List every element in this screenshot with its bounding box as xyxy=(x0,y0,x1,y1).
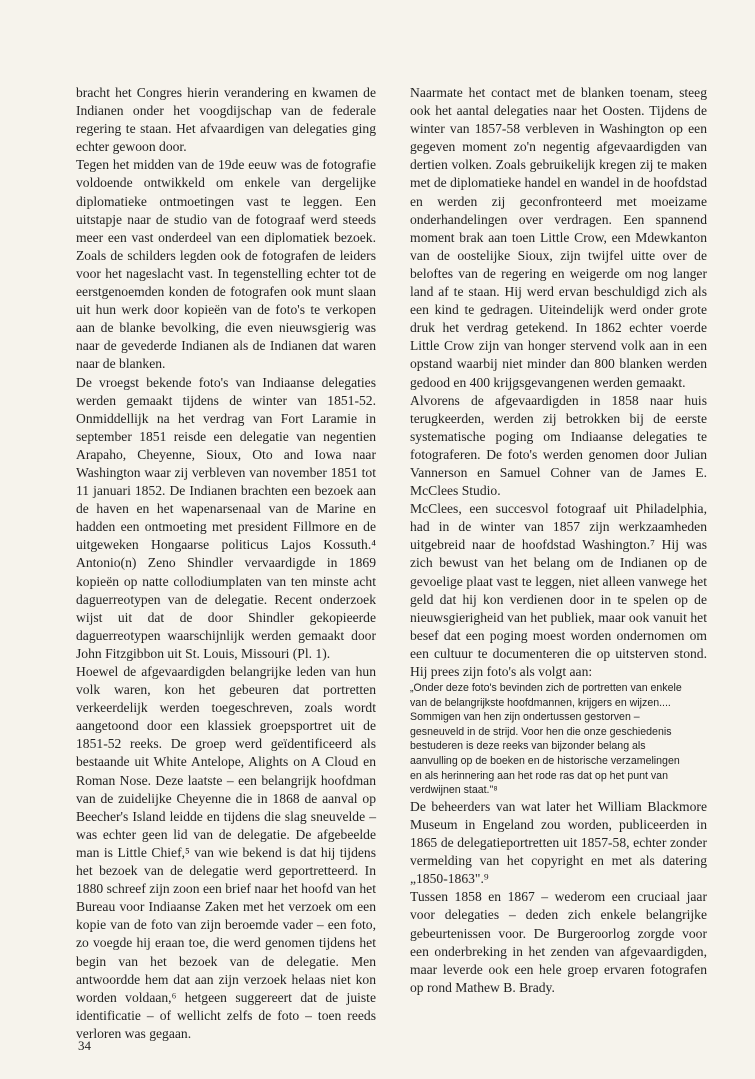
right-column xyxy=(410,84,707,997)
page-number: 34 xyxy=(78,1038,91,1053)
left-column xyxy=(76,84,376,1043)
paragraph: Hoewel de afgevaardigden belangrijke leden van hun volk waren, kon het gebeuren dat portretten verkeerdelijk werden toegeschreven, zoals wordt aangetoond door een klassiek groepsportret uit de 1851-52 reeks. De groep werd geïdentificeerd als bestaande uit White Antelope, Alights on A Cloud en Roman Nose. Deze laatste – een belangrijk hoofdman van de zuidelijke Cheyenne die in 1868 de aanval op Beecher's Island leidde en tijdens die slag sneuvelde – was echter geen lid van de delegatie. De afgebeelde man is Little Chief,⁵ van wie bekend is dat hij tijdens het bezoek van de delegatie werd geportretteerd. In 1880 schreef zijn zoon een brief naar het hoofd van het Bureau voor Indiaanse Zaken met het verzoek om een kopie van de foto van zijn beroemde vader – een foto, zo voegde hij eraan toe, die werd genomen tijdens het begin van het bezoek van de delegatie. Men antwoordde hem dat aan zijn verzoek helaas niet kon worden voldaan,⁶ hetgeen suggereert dat de juiste identificatie – of wellicht zelfs de foto – toen reeds verloren was gegaan. xyxy=(76,664,376,1041)
paragraph: Naarmate het contact met de blanken toenam, steeg ook het aantal delegaties naar het Oosten. Tijdens de winter van 1857-58 verbleven in Washington op een gegeven moment zo'n negentig afgevaardigden van dertien volken. Zoals gebruikelijk kregen zij te maken met de diplomatieke handel en wandel in de hoofdstad en werden zij geconfronteerd met moeizame onderhandelingen over verdragen. Een spannend moment brak aan toen Little Crow, een Mdewkanton van de oostelijke Sioux, zijn twijfel uitte over de beloftes van de regering en weigerde om nog langer land af te staan. Hij werd ervan beschuldigd zich als een kind te gedragen. Uiteindelijk werd onder grote druk het verdrag getekend. In 1862 echter voerde Little Crow zijn van honger stervend volk aan in een opstand waarbij niet minder dan 800 blanken werden gedood en 400 krijgsgevangenen werden gemaakt. xyxy=(410,85,707,390)
paragraph: De beheerders van wat later het William Blackmore Museum in Engeland zou worden, publiceerden in 1865 de delegatieportretten uit 1857-58, echter zonder vermelding van het copyright en met als datering „1850-1863".⁹ xyxy=(410,798,707,887)
paragraph: Tussen 1858 en 1867 – wederom een cruciaal jaar voor delegaties – deden zich enkele belangrijke gebeurtenissen voor. De Burgeroorlog zorgde voor een onderbreking in het zenden van afgevaardigden, maar leverde ook een hele groep ervaren fotografen op rond Mathew B. Brady. xyxy=(410,889,707,995)
block-quote: „Onder deze foto's bevinden zich de portretten van enkele van de belangrijkste hoofdmannen, krijgers en wijzen.... Sommigen van hen zijn ondertussen gestorven – gesneuveld in de strijd. Voor hen die onze geschiedenis bestuderen is deze reeks van bijzonder belang als aanvulling op de boeken en de historische verzamelingen en als herinnering aan het rode ras dat op het punt van verdwijnen staat."⁸ xyxy=(410,682,682,797)
paragraph: Alvorens de afgevaardigden in 1858 naar huis terugkeerden, werden zij betrokken bij de eerste systematische poging om Indiaanse delegaties te fotograferen. De foto's werden genomen door Julian Vannerson en Samuel Cohner van de James E. McClees Studio. xyxy=(410,392,707,499)
paragraph: Tegen het midden van de 19de eeuw was de fotografie voldoende ontwikkeld om enkele van dergelijke diplomatieke ontmoetingen vast te leggen. Een uitstapje naar de studio van de fotograaf werd steeds meer een vast onderdeel van een diplomatiek bezoek. Zoals de schilders legden ook de fotografen de leiders voor het nageslacht vast. In tegenstelling echter tot de eerstgenoemden konden de fotografen ook munt slaan uit hun werk door kopieën van de foto's te verkopen aan de blanke bevolking, die even nieuwsgierig was naar de gevederde Indianen als de Indianen dat waren naar de blanken. xyxy=(76,157,376,372)
paragraph: De vroegst bekende foto's van Indiaanse delegaties werden gemaakt tijdens de winter van 1851-52. Onmiddellijk na het verdrag van Fort Laramie in september 1851 reisde een delegatie van negentien Arapaho, Cheyenne, Sioux, Oto and Iowa naar Washington waar zij verbleven van november 1851 tot 11 januari 1852. De Indianen brachten een bezoek aan de haven en het wapenarsenaal van de Marine en hadden een ontmoeting met president Fillmore en de uitgeweken Hongaarse politicus Lajos Kossuth.⁴ Antonio(n) Zeno Shindler vervaardigde in 1869 kopieën op natte collodiumplaten van ten minste acht daguerreotypen van de delegatie. Recent onderzoek wijst uit dat de door Shindler gekopieerde daguerreotypen waarschijnlijk werden gemaakt door John Fitzgibbon uit St. Louis, Missouri (Pl. 1). xyxy=(76,374,376,661)
paragraph: bracht het Congres hierin verandering en kwamen de Indianen onder het voogdijschap van de federale regering te staan. Het afvaardigen van delegaties ging echter gewoon door. xyxy=(76,85,376,155)
paragraph: McClees, een succesvol fotograaf uit Philadelphia, had in de winter van 1857 zijn werkzaamheden uitgebreid naar de hoofdstad Washington.⁷ Hij was zich bewust van het belang om de Indianen op de gevoelige plaat vast te leggen, niet alleen vanwege het geld dat hij kon verdienen door in te spelen op de nieuwsgierigheid van het publiek, maar ook vanuit het besef dat een poging moest worden ondernomen om een cultuur te documenteren die op uitsterven stond. Hij prees zijn foto's als volgt aan: xyxy=(410,501,707,679)
